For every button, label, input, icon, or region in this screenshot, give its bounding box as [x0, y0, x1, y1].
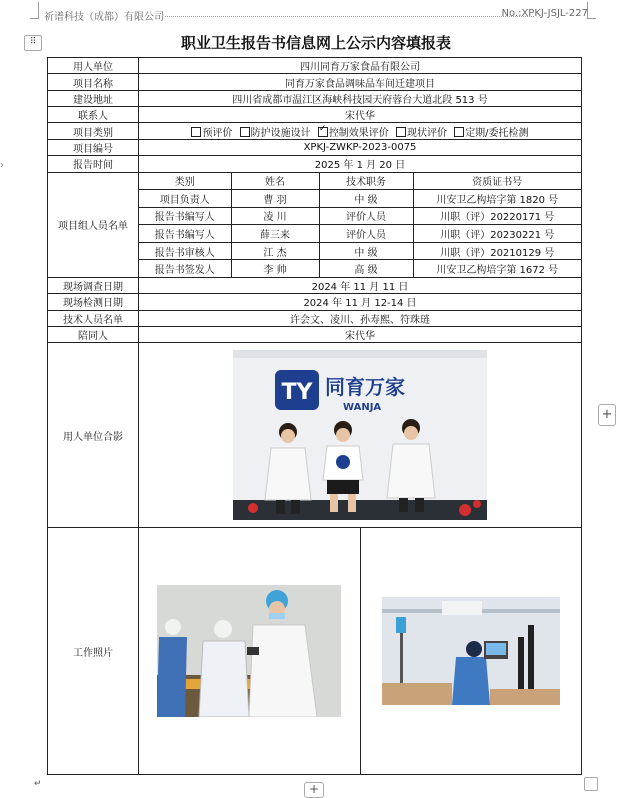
- header-company: 祈谱科技（成都）有限公司: [44, 12, 164, 23]
- svg-text:同育万家: 同育万家: [325, 375, 405, 400]
- tech-staff-value[interactable]: 许会文、凌川、孙寿熙、符珠琏: [139, 310, 582, 326]
- team-header-cell: 类别: [139, 173, 231, 190]
- checkbox-icon[interactable]: [396, 127, 406, 137]
- checkbox-icon[interactable]: [240, 127, 250, 137]
- team-cert[interactable]: 川安卫乙构培字第 1820 号: [413, 190, 581, 208]
- team-title[interactable]: 高 级: [319, 260, 413, 277]
- employer-label: 用人单位: [48, 58, 139, 74]
- checkbox-icon[interactable]: [454, 127, 464, 137]
- category-options: [139, 123, 582, 139]
- add-row-plus-icon[interactable]: +: [304, 782, 324, 798]
- detect-date-value[interactable]: 2024 年 11 月 12-14 日: [139, 294, 582, 310]
- team-header-cell: 资质证书号: [413, 173, 581, 190]
- work-photo-right-cell: [361, 528, 582, 774]
- work-photo-label: 工作照片: [48, 528, 139, 775]
- project-name-label: 项目名称: [48, 74, 139, 90]
- group-photo-cell: [139, 343, 582, 528]
- table-row: [139, 190, 581, 208]
- survey-date-value[interactable]: 2024 年 11 月 11 日: [139, 277, 582, 293]
- report-form-table: [47, 57, 582, 775]
- svg-text:TY: TY: [281, 380, 313, 406]
- team-role[interactable]: 报告书签发人: [139, 260, 231, 277]
- project-no-label: 项目编号: [48, 139, 139, 155]
- header-corner-mark: [30, 2, 39, 19]
- svg-text:WANJA: WANJA: [343, 402, 382, 414]
- team-title[interactable]: 评价人员: [319, 207, 413, 225]
- work-photo-left-cell: [139, 528, 361, 774]
- table-row: [139, 242, 581, 260]
- employer-value[interactable]: 四川同育万家食品有限公司: [139, 58, 582, 74]
- team-title[interactable]: 评价人员: [319, 225, 413, 243]
- tech-staff-label: 技术人员名单: [48, 310, 139, 326]
- detect-date-label: 现场检测日期: [48, 294, 139, 310]
- header-divider: [165, 16, 534, 17]
- table-resize-handle-icon[interactable]: [584, 777, 598, 791]
- add-column-plus-icon[interactable]: +: [598, 404, 616, 426]
- paragraph-mark-icon: ↵: [34, 779, 42, 789]
- team-table-cell: [139, 172, 582, 277]
- escort-value[interactable]: 宋代华: [139, 326, 582, 342]
- header-corner-mark-right: [587, 2, 596, 19]
- team-name[interactable]: 曹 羽: [231, 190, 319, 208]
- team-cert[interactable]: 川职（评）20230221 号: [413, 225, 581, 243]
- work-photo-2: [382, 597, 560, 705]
- checkbox-checked-icon[interactable]: [318, 127, 328, 137]
- team-title[interactable]: 中 级: [319, 190, 413, 208]
- address-label: 建设地址: [48, 90, 139, 106]
- team-header-row: [139, 173, 581, 190]
- team-role[interactable]: 报告书审核人: [139, 242, 231, 260]
- group-photo-label: 用人单位合影: [48, 343, 139, 528]
- category-option-periodic[interactable]: 定期/委托检测: [454, 128, 528, 139]
- work-photo-1: [157, 585, 341, 717]
- team-cert[interactable]: 川安卫乙构培字第 1672 号: [413, 260, 581, 277]
- team-name[interactable]: 李 帅: [231, 260, 319, 277]
- work-photo-cell: [139, 528, 582, 775]
- team-name[interactable]: 江 杰: [231, 242, 319, 260]
- report-time-value[interactable]: 2025 年 1 月 20 日: [139, 156, 582, 172]
- group-photo: [233, 350, 487, 520]
- work-photo-split: [139, 528, 581, 774]
- team-role[interactable]: 报告书编写人: [139, 225, 231, 243]
- address-value[interactable]: 四川省成都市温江区海峡科技园天府蓉台大道北段 513 号: [139, 90, 582, 106]
- team-role[interactable]: 报告书编写人: [139, 207, 231, 225]
- team-title[interactable]: 中 级: [319, 242, 413, 260]
- team-role[interactable]: 项目负责人: [139, 190, 231, 208]
- contact-value[interactable]: 宋代华: [139, 107, 582, 123]
- form-title: 职业卫生报告书信息网上公示内容填报表: [180, 34, 451, 52]
- table-row: [139, 207, 581, 225]
- escort-label: 陪同人: [48, 326, 139, 342]
- team-name[interactable]: 凌 川: [231, 207, 319, 225]
- table-row: [139, 225, 581, 243]
- team-header-cell: 技术职务: [319, 173, 413, 190]
- team-name[interactable]: 薛三来: [231, 225, 319, 243]
- collapse-chevron-icon[interactable]: ›: [0, 160, 4, 171]
- category-option-design[interactable]: 防护设施设计: [240, 128, 311, 139]
- table-row: [139, 260, 581, 277]
- header-doc-number: No.:XPKJ-JSJL-227: [501, 8, 588, 19]
- team-table: [139, 173, 581, 277]
- report-time-label: 报告时间: [48, 156, 139, 172]
- table-move-handle-icon[interactable]: ⠿: [24, 35, 42, 51]
- project-no-value[interactable]: XPKJ-ZWKP-2023-0075: [139, 139, 582, 155]
- category-option-control-eval[interactable]: ✓ 控制效果评价: [318, 128, 389, 139]
- team-cert[interactable]: 川职（评）20210129 号: [413, 242, 581, 260]
- checkbox-icon[interactable]: [191, 127, 201, 137]
- contact-label: 联系人: [48, 107, 139, 123]
- team-label: 项目组人员名单: [48, 172, 139, 277]
- category-label: 项目类别: [48, 123, 139, 139]
- survey-date-label: 现场调查日期: [48, 277, 139, 293]
- team-cert[interactable]: 川职（评）20220171 号: [413, 207, 581, 225]
- category-option-preeval[interactable]: 预评价: [191, 128, 232, 139]
- category-option-status-eval[interactable]: 现状评价: [396, 128, 447, 139]
- team-header-cell: 姓名: [231, 173, 319, 190]
- project-name-value[interactable]: 同育万家食品调味品车间迁建项目: [139, 74, 582, 90]
